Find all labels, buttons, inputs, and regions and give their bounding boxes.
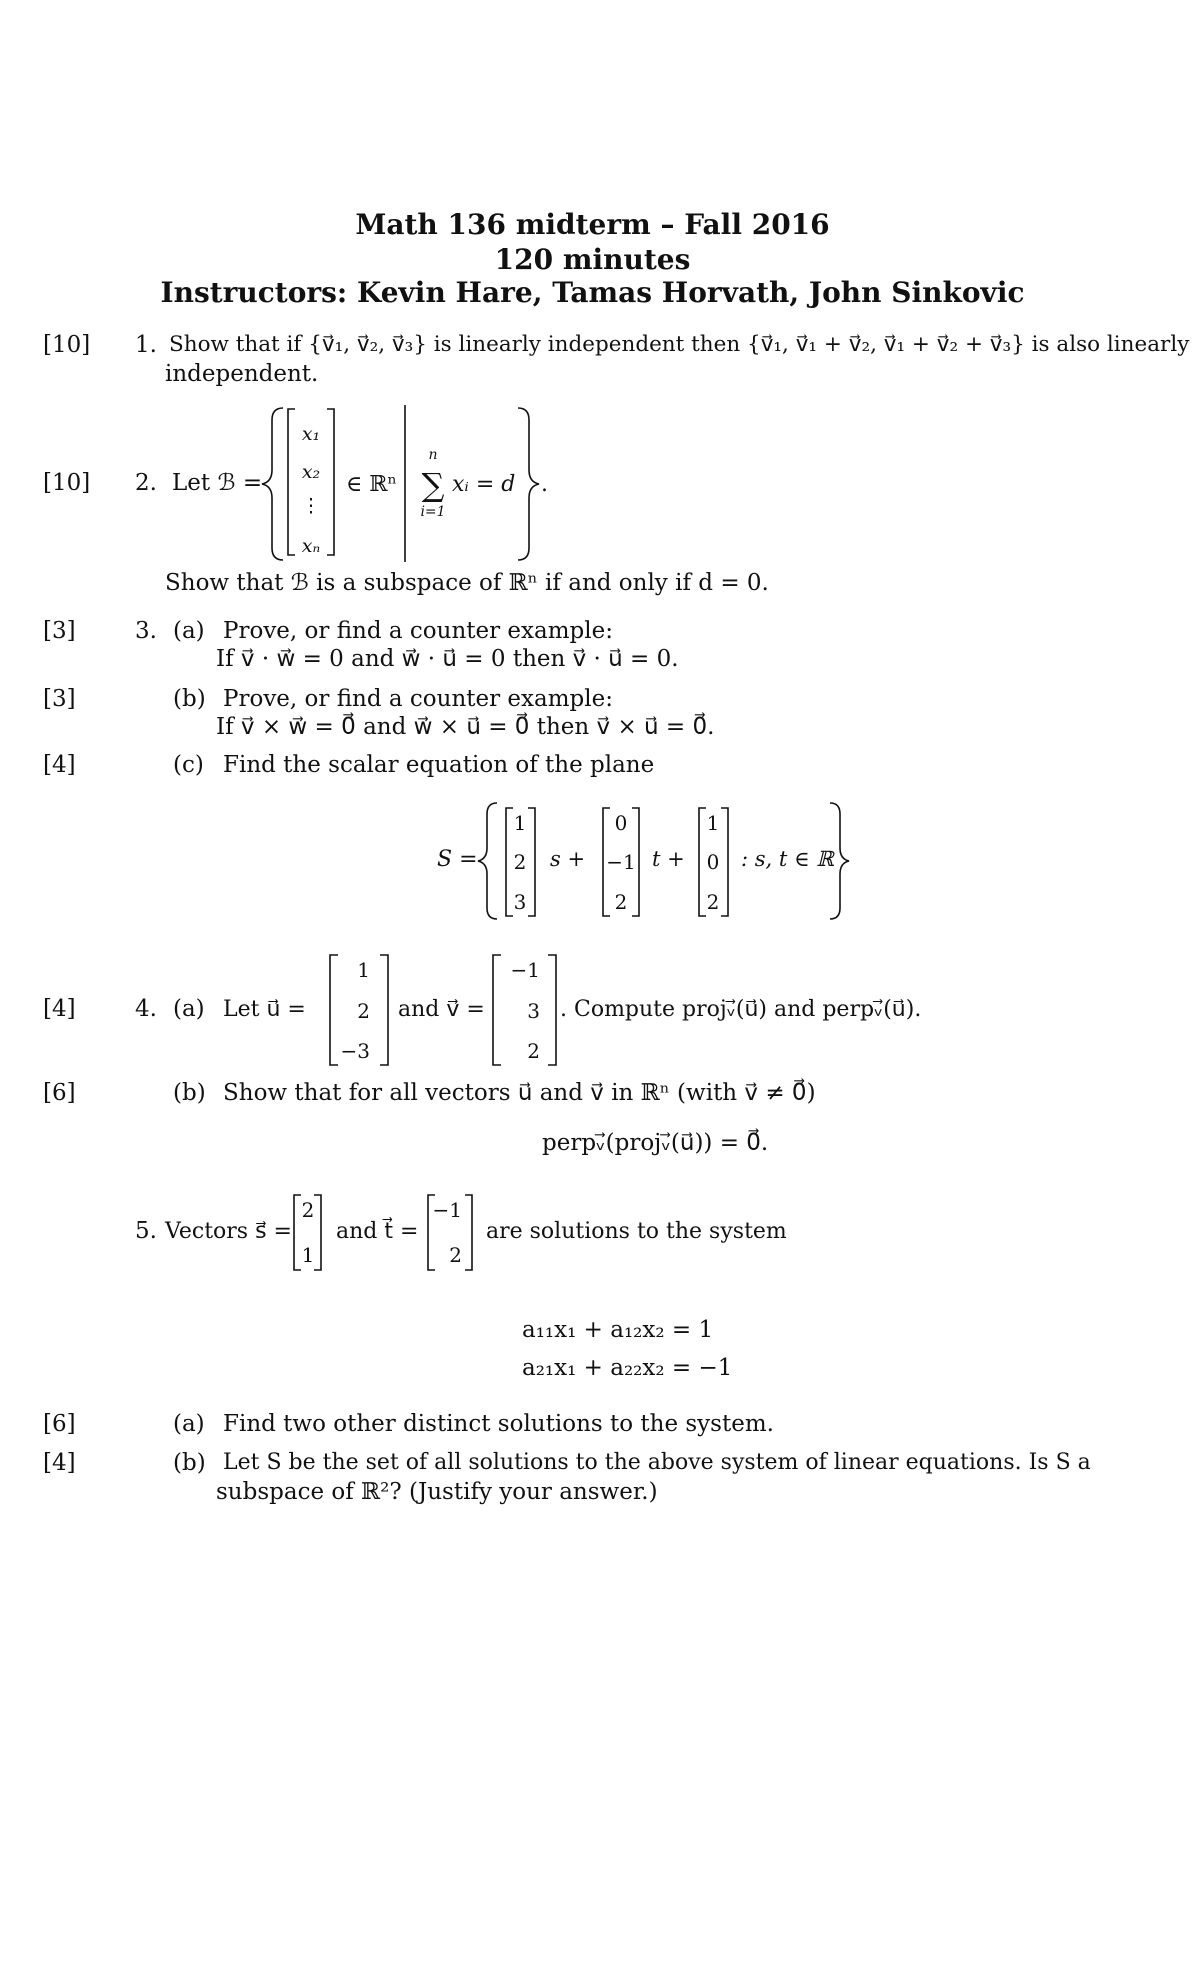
q2-in-rn: ∈ ℝⁿ: [346, 472, 398, 497]
q3b-label: (b): [173, 686, 206, 712]
q2-let: Let ℬ =: [172, 470, 263, 496]
q2-statement: Show that ℬ is a subspace of ℝⁿ if and only if d = 0.: [165, 570, 769, 596]
q3c-condition: : s, t ∈ ℝ: [741, 847, 834, 871]
q3c-vec1-entry: 2: [513, 850, 527, 874]
q2-entry-xn: xₙ: [301, 535, 321, 557]
q4a-v-entry: 3: [527, 999, 540, 1023]
q3c-line1: Find the scalar equation of the plane: [223, 752, 655, 778]
q4b-marks: [6]: [43, 1080, 76, 1106]
q2-entry-x2: x₂: [301, 461, 321, 483]
q1-number: 1.: [135, 332, 157, 358]
q3c-vec2-entry: 0: [614, 811, 628, 835]
q5-t-entry: −1: [432, 1198, 462, 1222]
q2-sum-top: n: [428, 447, 438, 463]
q1-marks: [10]: [43, 332, 91, 358]
q4a-v-entry: −1: [510, 958, 540, 982]
q5b-line2: subspace of ℝ²? (Justify your answer.): [216, 1479, 658, 1505]
q5-and-t: and t⃗ =: [336, 1219, 419, 1244]
q3c-s-plus: s +: [550, 847, 586, 871]
q4a-let-u: Let u⃗ =: [223, 997, 306, 1022]
q2-period: .: [541, 472, 548, 497]
q3c-vec1-entry: 3: [513, 890, 527, 914]
q3c-t-plus: t +: [652, 847, 685, 871]
q5a-label: (a): [173, 1411, 205, 1437]
q3a-line1: Prove, or find a counter example:: [223, 618, 613, 644]
q3b-line2: If v⃗ × w⃗ = 0⃗ and w⃗ × u⃗ = 0⃗ then v⃗ × u⃗ = 0⃗.: [216, 714, 715, 740]
exam-title: Math 136 midterm – Fall 2016: [355, 208, 830, 241]
q1-text-line2: independent.: [165, 361, 319, 387]
q3a-marks: [3]: [43, 618, 76, 644]
q2-sum-expression: xᵢ = d: [452, 472, 516, 497]
q5b-line1: Let S be the set of all solutions to the above system of linear equations. Is S a: [223, 1450, 1091, 1475]
q3a-line2: If v⃗ · w⃗ = 0 and w⃗ · u⃗ = 0 then v⃗ · u⃗ = 0.: [216, 646, 679, 672]
q5b-marks: [4]: [43, 1450, 76, 1476]
q2-sum-bottom: i=1: [420, 504, 446, 520]
q3a-label: (a): [173, 618, 205, 644]
q4a-compute: . Compute projᵥ⃗(u⃗) and perpᵥ⃗(u⃗).: [560, 997, 922, 1022]
q5b-label: (b): [173, 1450, 206, 1476]
q5-are-solutions: are solutions to the system: [486, 1219, 787, 1244]
q2-entry-dots: ⋮: [301, 495, 321, 517]
q4a-u-entry: 1: [357, 958, 370, 982]
q4a-v-entry: 2: [527, 1039, 540, 1063]
q3c-vec1-entry: 1: [513, 811, 527, 835]
q5-s-entry: 1: [301, 1243, 315, 1267]
q5a-line1: Find two other distinct solutions to the system.: [223, 1411, 774, 1437]
q3c-vec2-entry: −1: [606, 850, 636, 874]
q4-number: 4.: [135, 996, 157, 1022]
exam-instructors: Instructors: Kevin Hare, Tamas Horvath, John Sinkovic: [160, 276, 1025, 309]
q3c-vec2-entry: 2: [614, 890, 628, 914]
q4a-and-v: and v⃗ =: [398, 997, 485, 1022]
q2-sum-symbol: ∑: [421, 466, 445, 504]
q4b-line1: Show that for all vectors u⃗ and v⃗ in ℝⁿ (with v⃗ ≠ 0⃗): [223, 1080, 816, 1106]
q5-vectors-s: Vectors s⃗ =: [165, 1219, 292, 1244]
q3c-marks: [4]: [43, 752, 76, 778]
q3b-marks: [3]: [43, 686, 76, 712]
q5-equation-2: a₂₁x₁ + a₂₂x₂ = −1: [522, 1355, 733, 1381]
q3c-vec3-entry: 2: [706, 890, 720, 914]
q4a-marks: [4]: [43, 996, 76, 1022]
q3b-line1: Prove, or find a counter example:: [223, 686, 613, 712]
q4a-label: (a): [173, 996, 205, 1022]
q2-number: 2.: [135, 470, 157, 496]
q2-entry-x1: x₁: [301, 423, 321, 445]
q4a-u-entry: 2: [357, 999, 370, 1023]
q3-number: 3.: [135, 618, 157, 644]
q5-t-entry: 2: [449, 1243, 462, 1267]
q4b-label: (b): [173, 1080, 206, 1106]
q3c-label: (c): [173, 752, 204, 778]
q3c-vec3-entry: 1: [706, 811, 720, 835]
q2-marks: [10]: [43, 470, 91, 496]
q3c-vec3-entry: 0: [706, 850, 720, 874]
exam-duration: 120 minutes: [494, 243, 691, 276]
q4b-equation: perpᵥ⃗(projᵥ⃗(u⃗)) = 0⃗.: [542, 1130, 769, 1156]
q5-number: 5.: [135, 1218, 157, 1244]
q1-text-line1: Show that if {v⃗₁, v⃗₂, v⃗₃} is linearly independent then {v⃗₁, v⃗₁ + v⃗₂, v⃗₁ + v⃗₂ + v⃗₃} is also linearly: [169, 332, 1190, 357]
q4a-u-entry: −3: [340, 1039, 370, 1063]
q3c-set-name: S =: [437, 847, 478, 872]
q5-equation-1: a₁₁x₁ + a₁₂x₂ = 1: [522, 1317, 714, 1343]
q5-s-entry: 2: [301, 1198, 315, 1222]
q5a-marks: [6]: [43, 1411, 76, 1437]
